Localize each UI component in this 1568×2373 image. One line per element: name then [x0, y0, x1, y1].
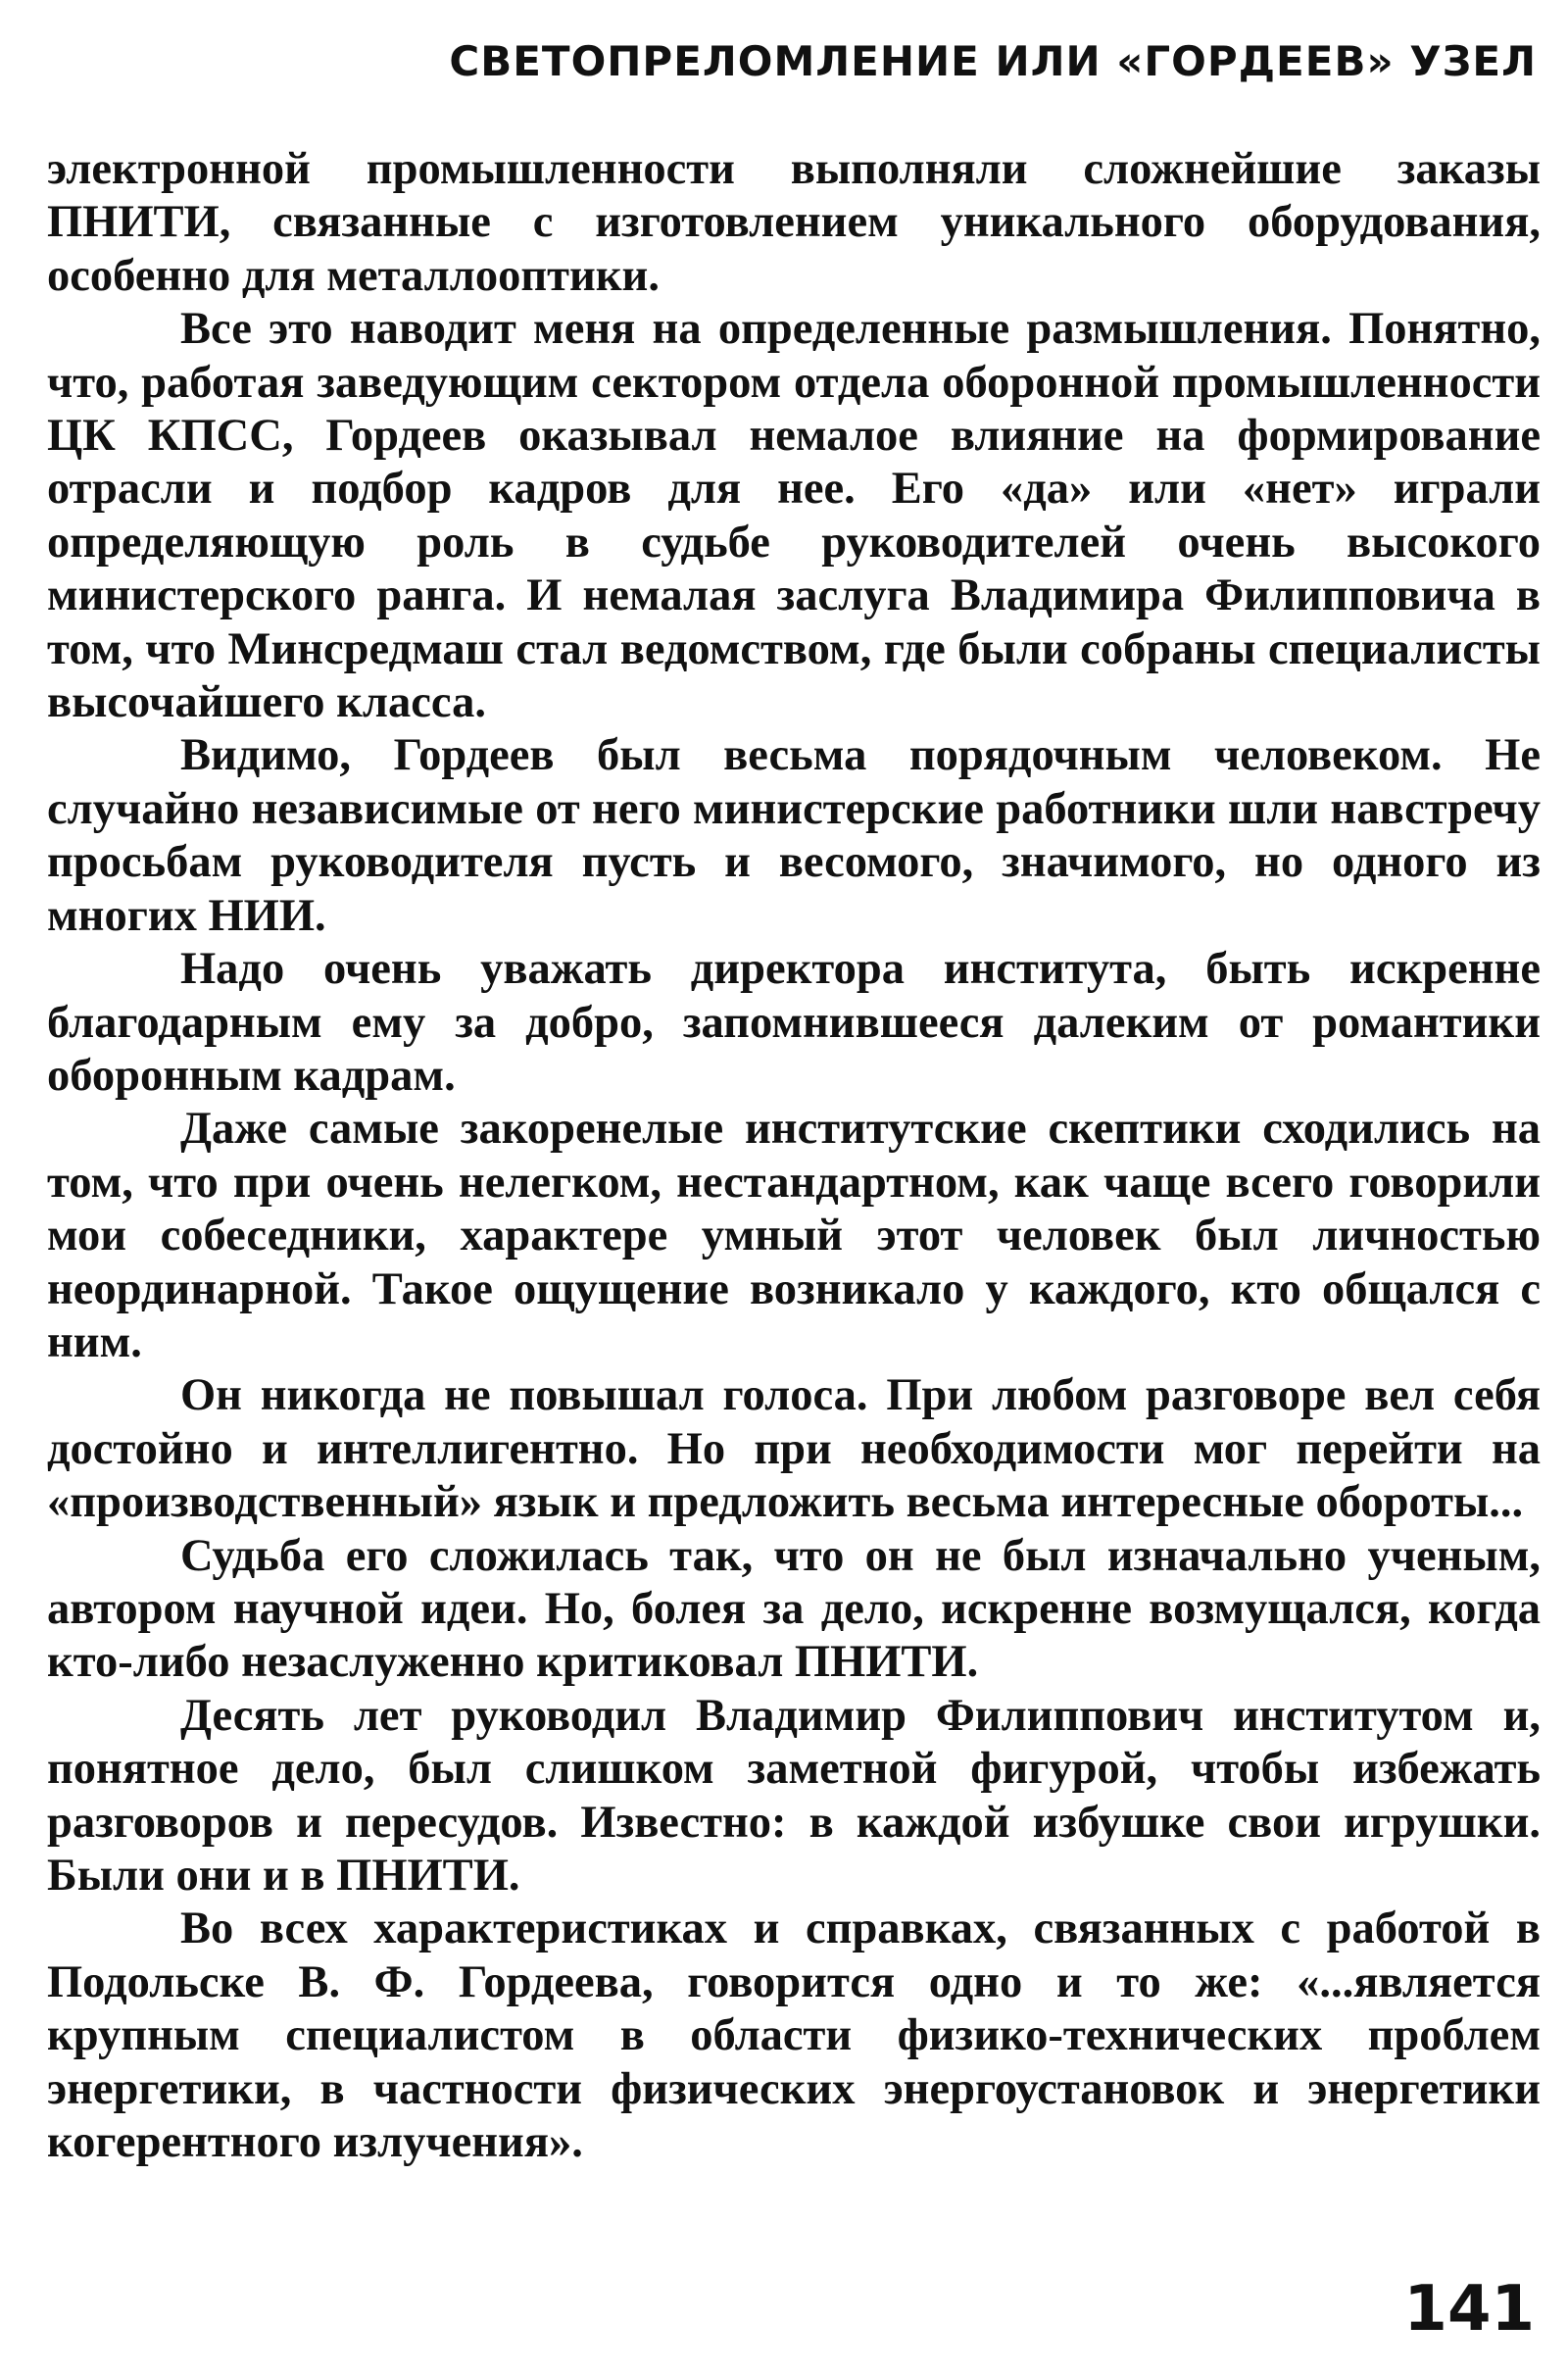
paragraph: Все это наводит меня на определенные размышления. Понятно, что, работая заведующим сектором отдела оборонной промышленности ЦК КПСС, Гордеев оказывал немалое влияние на формирование отрасли и подбор кадров для нее. Его «да» или «нет» играли определяющую роль в судьбе руководителей очень высокого министерского ранга. И немалая заслуга Владимира Филипповича в том, что Минсредмаш стал ведомством, где были собраны специалисты высочайшего класса. [47, 304, 1541, 728]
paragraph: Видимо, Гордеев был весьма порядочным человеком. Не случайно независимые от него министерские работники шли навстречу просьбам руководителя пусть и весомого, значимого, но одного из многих НИИ. [47, 730, 1541, 941]
paragraph: Судьба его сложилась так, что он не был изначально ученым, автором научной идеи. Но, болея за дело, искренне возмущался, когда кто-либо незаслуженно критиковал ПНИТИ. [47, 1530, 1541, 1688]
paragraph: Во всех характеристиках и справках, связанных с работой в Подольске В. Ф. Гордеева, говорится одно и то же: «...является крупным специалистом в области физико-технических проблем энергетики, в частности физических энергоустановок и энергетики когерентного излучения». [47, 1903, 1541, 2168]
paragraph: Надо очень уважать директора института, быть искренне благодарным ему за добро, запомнившееся далеким от романтики оборонным кадрам. [47, 944, 1541, 1101]
running-head-title: СВЕТОПРЕЛОМЛЕНИЕ ИЛИ «ГОРДЕЕВ» УЗЕЛ [449, 37, 1537, 85]
paragraph-continuation: электронной промышленности выполняли сложнейшие заказы ПНИТИ, связанные с изготовлением уникального оборудования, особенно для металлооптики. [47, 144, 1541, 301]
body-text [47, 143, 1541, 2169]
paragraph: Он никогда не повышал голоса. При любом разговоре вел себя достойно и интеллигентно. Но при необходимости мог перейти на «производственный» язык и предложить весьма интересные обороты... [47, 1370, 1541, 1528]
page-number: 141 [1403, 2273, 1535, 2346]
paragraph: Десять лет руководил Владимир Филиппович институтом и, понятное дело, был слишком заметной фигурой, чтобы избежать разговоров и пересудов. Известно: в каждой избушке свои игрушки. Были они и в ПНИТИ. [47, 1690, 1541, 1901]
paragraph: Даже самые закоренелые институтские скептики сходились на том, что при очень нелегком, нестандартном, как чаще всего говорили мои собеседники, характере умный этот человек был личностью неординарной. Такое ощущение возникало у каждого, кто общался с ним. [47, 1104, 1541, 1367]
